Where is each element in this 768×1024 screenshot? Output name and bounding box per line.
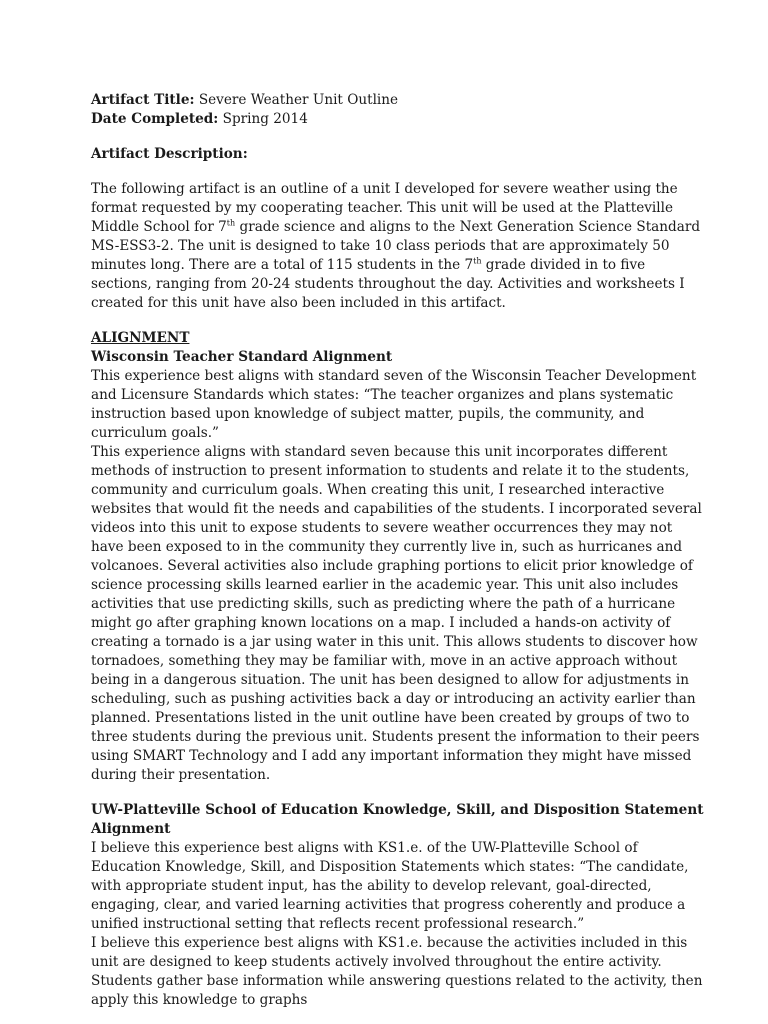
artifact-description-paragraph [91, 180, 708, 313]
uwp-statement-heading: UW-Platteville School of Education Knowledge, Skill, and Disposition Statement Alignment [91, 802, 704, 837]
description-sup-1: th [226, 218, 236, 228]
date-completed-value: Spring 2014 [222, 111, 308, 127]
date-completed-line [91, 110, 708, 129]
artifact-title-label: Artifact Title: [91, 92, 195, 108]
wisconsin-standard-paragraph-2: This experience aligns with standard seven because this unit incorporates different methods of instruction to present information to students and relate it to the students, community and curriculum goals. When creating this unit, I researched interactive websites that would fit the needs and capabilities of the students. I incorporated several videos into this unit to expose students to severe weather occurrences they may not have been exposed to in the community they currently live in, such as hurricanes and volcanoes. Several activities also include graphing portions to elicit prior knowledge of science processing skills learned earlier in the academic year. This unit also includes activities that use predicting skills, such as predicting where the path of a hurricane might go after graphing known locations on a map. I included a hands-on activity of creating a tornado is a jar using water in this unit. This allows students to discover how tornadoes, something they may be familiar with, move in an active approach without being in a dangerous situation. The unit has been designed to allow for adjustments in scheduling, such as pushing activities back a day or introducing an activity earlier than planned. Presentations listed in the unit outline have been created by groups of two to three students during the previous unit. Students present the information to their peers using SMART Technology and I add any important information they might have missed during their presentation. [91, 444, 702, 783]
uwp-statement-paragraph-1: I believe this experience best aligns with KS1.e. of the UW-Platteville School of Education Knowledge, Skill, and Disposition Statements which states: “The candidate, with appropriate student input, has the ability to develop relevant, goal-directed, engaging, clear, and varied learning activities that progress coherently and produce a unified instructional setting that reflects recent professional research.” [91, 840, 689, 932]
description-text-2: grade science and aligns to the Next Generation Science Standard MS-ESS3-2. The unit is designed to take 10 class periods that are approximately 50 minutes long. There are a total of 115 students in the 7 [91, 219, 701, 273]
artifact-description-heading: Artifact Description: [91, 146, 248, 162]
alignment-heading: ALIGNMENT [91, 330, 190, 346]
description-sup-2: th [473, 256, 482, 266]
artifact-title-line [91, 91, 708, 110]
uwp-statement-paragraph-2: I believe this experience best aligns with KS1.e. because the activities included in this unit are designed to keep students actively involved throughout the entire activity. Students gather base information while answering questions related to the activity, then apply this knowledge to graphs [91, 935, 703, 1008]
description-text-3: grade divided in to five sections, ranging from 20-24 students throughout the day. Activities and worksheets I created for this unit have also been included in this artifact. [91, 257, 685, 311]
wisconsin-standard-heading: Wisconsin Teacher Standard Alignment [91, 349, 393, 365]
description-text-1: The following artifact is an outline of a unit I developed for severe weather using the format requested by my cooperating teacher. This unit will be used at the Platteville Middle School for 7 [91, 181, 678, 235]
date-completed-label: Date Completed: [91, 111, 219, 127]
artifact-title-value: Severe Weather Unit Outline [198, 92, 399, 108]
wisconsin-standard-paragraph-1: This experience best aligns with standard seven of the Wisconsin Teacher Development and Licensure Standards which states: “The teacher organizes and plans systematic instruction based upon knowledge of subject matter, pupils, the community, and curriculum goals.” [91, 368, 697, 441]
